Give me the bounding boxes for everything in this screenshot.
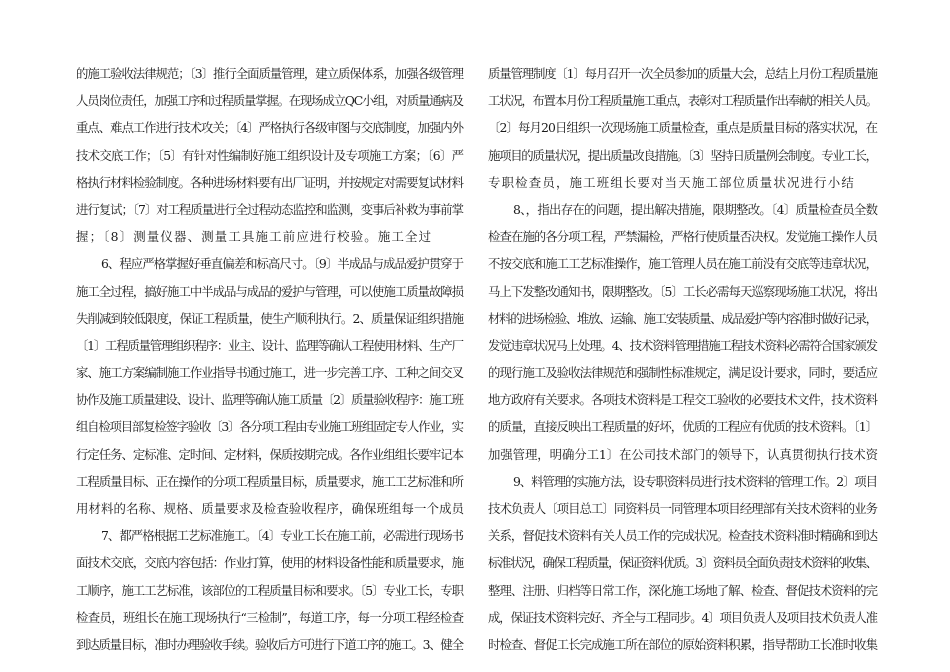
line-text: 技术负责人〔项目总工〕同资料员一同管理本项目经理部有关技术资料的业务 bbox=[488, 501, 878, 516]
right-text-line bbox=[488, 87, 878, 114]
line-text: 重点、难点工作进行技术攻关；〔4〕严格执行各级审图与交底制度，加强内外 bbox=[76, 120, 463, 136]
line-text: 标准状况，确保工程质量，保证资料优质。3〕资料员全面负责技术资料的收集、 bbox=[488, 555, 877, 571]
right-text-line bbox=[488, 549, 878, 576]
line-text: 材料的进场检验、堆放、运输、施工安装质量、成品爱护等内容准时做好记录， bbox=[488, 310, 877, 326]
left-text-line bbox=[76, 359, 464, 386]
line-text: 施项目的质量状况，提出质量改良措施。〔3〕坚持日质量例会制度。专业工长， bbox=[488, 147, 877, 163]
right-text-line bbox=[488, 305, 878, 332]
line-text: 行定任务、定标准、定时间、定材料，保质按期完成。各作业组组长要牢记本 bbox=[76, 446, 463, 462]
line-text: 专职检查员，施工班组长要对当天施工部位质量状况进行小结 bbox=[488, 174, 855, 190]
left-text-line bbox=[76, 169, 464, 196]
right-text-line bbox=[488, 359, 878, 386]
line-text: 整理、注册、归档等日常工作，深化施工场地了解、检查、督促技术资料的完 bbox=[488, 582, 878, 598]
left-text-line bbox=[76, 250, 464, 277]
left-text-line bbox=[76, 278, 464, 305]
line-text: 8、，指出存在的问题，提出解决措施，限期整改。〔4〕质量检查员全数 bbox=[513, 201, 878, 217]
left-text-line bbox=[76, 142, 464, 169]
right-text-line bbox=[488, 577, 878, 604]
line-text: 成，保证技术资料完好、齐全与工程同步。4〕项目负责人及项目技术负责人准 bbox=[488, 609, 877, 625]
right-text-line bbox=[488, 114, 878, 141]
line-text: 工状况，布置本月份工程质量施工重点，表彰对工程质量作出奉献的相关人员。 bbox=[488, 93, 877, 109]
line-text: 家、施工方案编制施工作业指导书通过施工，进一步完善工序、工种之间交叉 bbox=[76, 365, 463, 381]
line-text: 地方政府有关要求。各项技术资料是工程交工验收的必要技术文件，技术资料 bbox=[488, 392, 878, 408]
line-text: 马上下发整改通知书，限期整改。〔5〕工长必需每天巡察现场施工状况，将出 bbox=[488, 283, 878, 299]
right-text-column bbox=[488, 60, 878, 658]
line-text: 用材料的名称、规格、质量要求及检查验收程序，确保班组每一个成员 bbox=[76, 501, 464, 516]
left-text-line bbox=[76, 413, 464, 440]
left-text-line bbox=[76, 631, 464, 658]
left-text-line bbox=[76, 332, 464, 359]
line-text: 协作及施工质量建设、设计、监理等确认施工质量〔2〕质量验收程序：施工班 bbox=[76, 392, 463, 408]
line-text: 工程质量目标、正在操作的分项工程质量目标，质量要求，施工工艺标准和所 bbox=[76, 473, 463, 489]
line-text: 关系，督促技术资料有关人员工作的完成状况。检查技术资料准时精确和到达 bbox=[488, 528, 878, 544]
left-text-line bbox=[76, 441, 464, 468]
right-text-line bbox=[488, 332, 878, 359]
left-text-line bbox=[76, 196, 464, 223]
line-text: 工顺序，施工工艺标准，该部位的工程质量目标和要求。〔5〕专业工长，专职 bbox=[76, 582, 463, 598]
line-text: 握；〔8〕测量仪器、测量工具施工前应进行校验。施工全过 bbox=[76, 229, 433, 245]
right-text-line bbox=[488, 413, 878, 440]
line-text: 〔2〕每月20日组织一次现场施工质量检查，重点是质量目标的落实状况，在 bbox=[488, 120, 878, 136]
line-text: 技术交底工作；〔5〕有针对性编制好施工组织设计及专项施工方案；〔6〕严 bbox=[76, 147, 464, 163]
line-text: 质量管理制度〔1〕每月召开一次全员参加的质量大会，总结上月份工程质量施 bbox=[488, 66, 877, 81]
line-text: 格执行材料检验制度。各种进场材料要有出厂证明，并按规定对需要复试材料 bbox=[76, 174, 463, 190]
left-text-line bbox=[76, 577, 464, 604]
left-text-line bbox=[76, 223, 464, 250]
left-text-line bbox=[76, 549, 464, 576]
line-text: 进行复试；〔7〕对工程质量进行全过程动态监控和监测，变事后补救为事前掌 bbox=[76, 201, 463, 217]
right-text-line bbox=[488, 196, 878, 223]
right-text-line bbox=[488, 468, 878, 495]
line-text: 到达质量目标，准时办理验收手续。验收后方可进行下道工序的施工。3、健全 bbox=[76, 636, 463, 652]
left-text-line bbox=[76, 305, 464, 332]
left-text-line bbox=[76, 60, 464, 87]
right-text-line bbox=[488, 60, 878, 87]
left-text-line bbox=[76, 114, 464, 141]
left-text-line bbox=[76, 468, 464, 495]
right-text-line bbox=[488, 386, 878, 413]
line-text: 发觉违章状况马上处理。4、技术资料管理措施工程技术资料必需符合国家颁发 bbox=[488, 337, 877, 353]
line-text: 时检查、督促工长完成施工所在部位的原始资料积累，指导帮助工长准时收集 bbox=[488, 636, 878, 652]
right-text-line bbox=[488, 142, 878, 169]
line-text: 面技术交底，交底内容包括：作业打算，使用的材料设备性能和质量要求，施 bbox=[76, 555, 463, 571]
right-text-line bbox=[488, 522, 878, 549]
line-text: 的现行施工及验收法律规范和强制性标准规定，满足设计要求，同时，要适应 bbox=[488, 365, 878, 381]
line-text: 检查在施的各分项工程，严禁漏检，严格行使质量否决权。发觉施工操作人员 bbox=[488, 229, 878, 245]
right-text-line bbox=[488, 604, 878, 631]
line-text: 失削减到较低限度，保证工程质量，使生产顺利执行。2、质量保证组织措施 bbox=[76, 310, 464, 326]
line-text: 的施工验收法律规范；〔3〕推行全面质量管理，建立质保体系，加强各级管理 bbox=[76, 66, 463, 81]
right-text-line bbox=[488, 250, 878, 277]
line-text: 人员岗位责任，加强工序和过程质量掌握。在现场成立QC小组，对质量通病及 bbox=[76, 93, 463, 109]
right-text-line bbox=[488, 441, 878, 468]
line-text: 9、料管理的实施方法，设专职资料员进行技术资料的管理工作。2〕项目 bbox=[513, 473, 877, 489]
right-text-line bbox=[488, 495, 878, 522]
line-text: 6、程应严格掌握好垂直偏差和标高尺寸。〔9〕半成品与成品爱护贯穿于 bbox=[101, 256, 464, 272]
left-text-line bbox=[76, 386, 464, 413]
left-text-line bbox=[76, 495, 464, 522]
right-text-line bbox=[488, 278, 878, 305]
line-text: 加强管理，明确分工1〕在公司技术部门的领导下，认真贯彻执行技术资 bbox=[488, 446, 878, 462]
right-text-line bbox=[488, 169, 878, 196]
line-text: 不按交底和施工工艺标准操作，施工管理人员在施工前没有交底等违章状况， bbox=[488, 256, 878, 272]
right-text-line bbox=[488, 223, 878, 250]
line-text: 施工全过程，搞好施工中半成品与成品的爱护与管理，可以使施工质量故障损 bbox=[76, 283, 463, 299]
left-text-column bbox=[76, 60, 464, 658]
line-text: 〔1〕工程质量管理组织程序：业主、设计、监理等确认工程使用材料、生产厂 bbox=[76, 337, 463, 353]
left-text-line bbox=[76, 87, 464, 114]
line-text: 组自检项目部复检签字验收〔3〕各分项工程由专业施工班组固定专人作业，实 bbox=[76, 419, 463, 435]
line-text: 7、都严格根据工艺标准施工。〔4〕专业工长在施工前，必需进行现场书 bbox=[101, 528, 464, 544]
line-text: 的质量，直接反映出工程质量的好坏，优质的工程应有优质的技术资料。〔1〕 bbox=[488, 419, 878, 435]
left-text-line bbox=[76, 522, 464, 549]
left-text-line bbox=[76, 604, 464, 631]
right-text-line bbox=[488, 631, 878, 658]
line-text: 检查员，班组长在施工现场执行“三检制”，每道工序，每一分项工程经检查 bbox=[76, 609, 464, 625]
